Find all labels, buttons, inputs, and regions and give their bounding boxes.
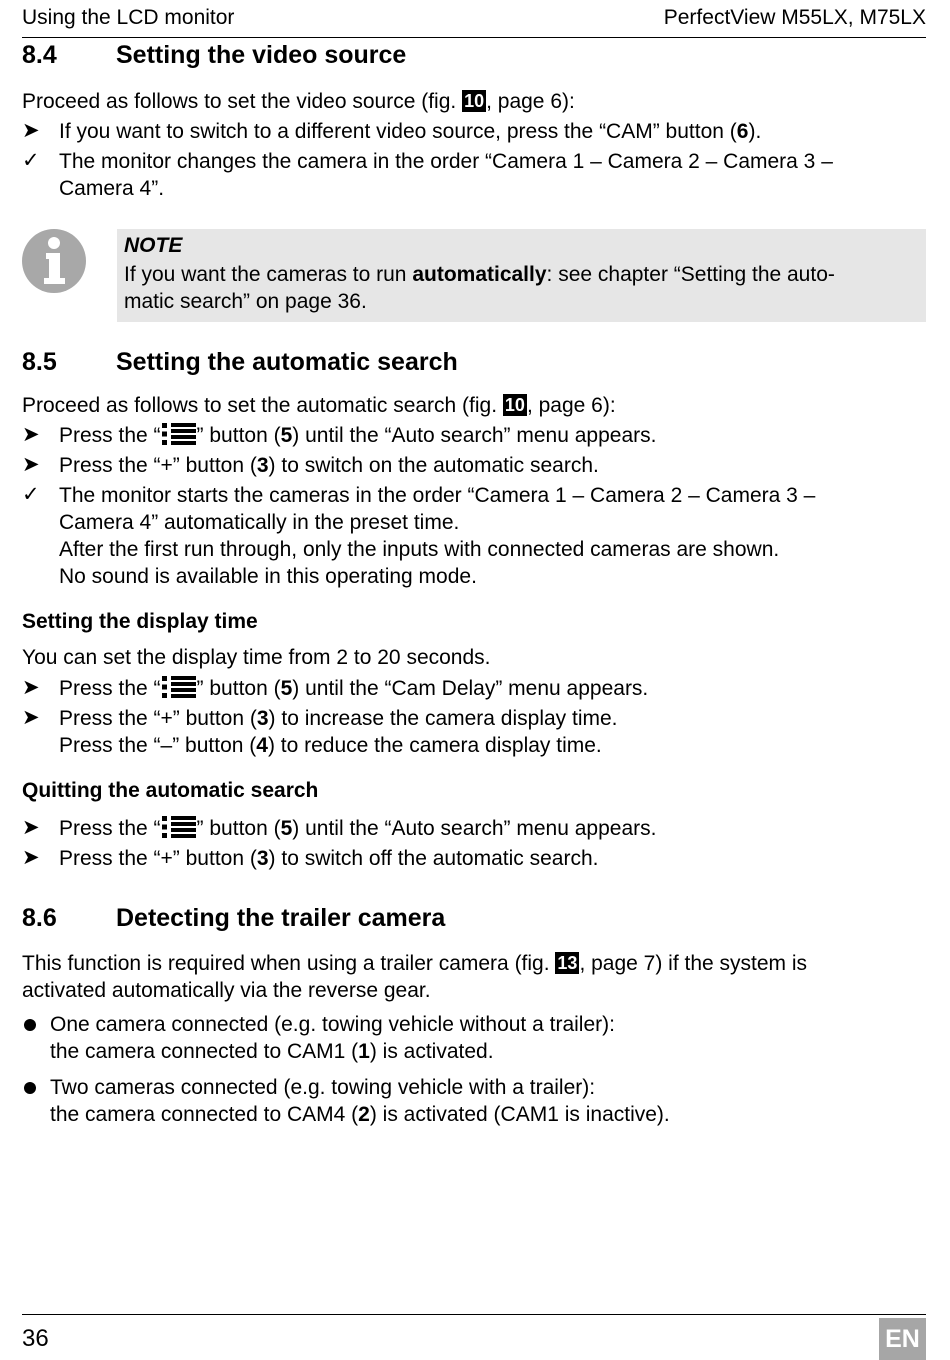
note-text: If you want the cameras to run automatically: see chapter “Setting the auto- matic search” on page 36.	[124, 263, 835, 313]
subheading-quitting: Quitting the automatic search	[22, 779, 319, 802]
fig-ref: 13	[557, 953, 578, 973]
quit-step-1: ➤ Press the “ ” button (5) until the “Auto search” menu appears.	[22, 816, 657, 840]
menu-list-icon	[161, 675, 197, 699]
menu-list-icon	[161, 815, 197, 839]
header-product: PerfectView M55LX, M75LX	[663, 6, 926, 29]
note-box	[117, 229, 926, 322]
display-step-1: ➤ Press the “ ” button (5) until the “Cam Delay” menu appears.	[22, 676, 649, 700]
page-header	[22, 6, 926, 38]
section-8-4-heading: 8.4 Setting the video source	[22, 41, 407, 69]
arrow-icon: ➤	[22, 846, 40, 869]
language-tab: EN	[879, 1318, 926, 1360]
header-chapter: Using the LCD monitor	[22, 6, 235, 29]
arrow-icon: ➤	[22, 423, 40, 446]
section-8-5-heading: 8.5 Setting the automatic search	[22, 348, 458, 376]
arrow-icon: ➤	[22, 816, 40, 839]
arrow-icon: ➤	[22, 706, 40, 729]
s85-intro: Proceed as follows to set the automatic search (fig. 10, page 6):	[22, 394, 616, 417]
s84-intro: Proceed as follows to set the video source (fig. 10, page 6):	[22, 90, 575, 113]
bullet-icon	[24, 1019, 36, 1031]
note-title: NOTE	[124, 234, 183, 257]
s85-step-1: ➤ Press the “ ” button (5) until the “Auto search” menu appears.	[22, 423, 657, 447]
s84-step: ➤ If you want to switch to a different video source, press the “CAM” button (6).	[22, 119, 762, 143]
info-icon	[21, 228, 87, 294]
menu-list-icon	[161, 422, 197, 446]
s85-step-2: ➤ Press the “+” button (3) to switch on the automatic search.	[22, 453, 599, 477]
bullet-icon	[24, 1082, 36, 1094]
arrow-icon: ➤	[22, 119, 40, 142]
s84-result: ✓ The monitor changes the camera in the order “Camera 1 – Camera 2 – Camera 3 – Camera 4”.	[22, 149, 833, 200]
display-time-intro: You can set the display time from 2 to 20 seconds.	[22, 646, 491, 669]
check-icon: ✓	[22, 149, 40, 172]
page-number: 36	[22, 1325, 49, 1352]
list-item: Two cameras connected (e.g. towing vehicle with a trailer): the camera connected to CAM4 (2) is activated (CAM1 is inactive).	[22, 1074, 670, 1128]
arrow-icon: ➤	[22, 676, 40, 699]
s86-intro: This function is required when using a trailer camera (fig. 13, page 7) if the system is activated automatically via the reverse gear.	[22, 952, 808, 1002]
quit-step-2: ➤ Press the “+” button (3) to switch off the automatic search.	[22, 846, 599, 870]
s85-result: ✓ The monitor starts the cameras in the order “Camera 1 – Camera 2 – Camera 3 – Camera 4” automatically in the preset time. After the first run through, only the inputs with connected cameras are shown. No sound is available in this operating mode.	[22, 483, 816, 588]
list-item: One camera connected (e.g. towing vehicle without a trailer): the camera connected to CAM1 (1) is activated.	[22, 1011, 615, 1065]
fig-ref: 10	[464, 91, 485, 111]
arrow-icon: ➤	[22, 453, 40, 476]
fig-ref: 10	[504, 395, 525, 415]
section-8-6-heading: 8.6 Detecting the trailer camera	[22, 904, 446, 932]
footer-divider	[22, 1314, 926, 1315]
check-icon: ✓	[22, 483, 40, 506]
subheading-display-time: Setting the display time	[22, 610, 258, 633]
display-step-2: ➤ Press the “+” button (3) to increase the camera display time. Press the “–” button (4) to reduce the camera display time.	[22, 706, 618, 757]
